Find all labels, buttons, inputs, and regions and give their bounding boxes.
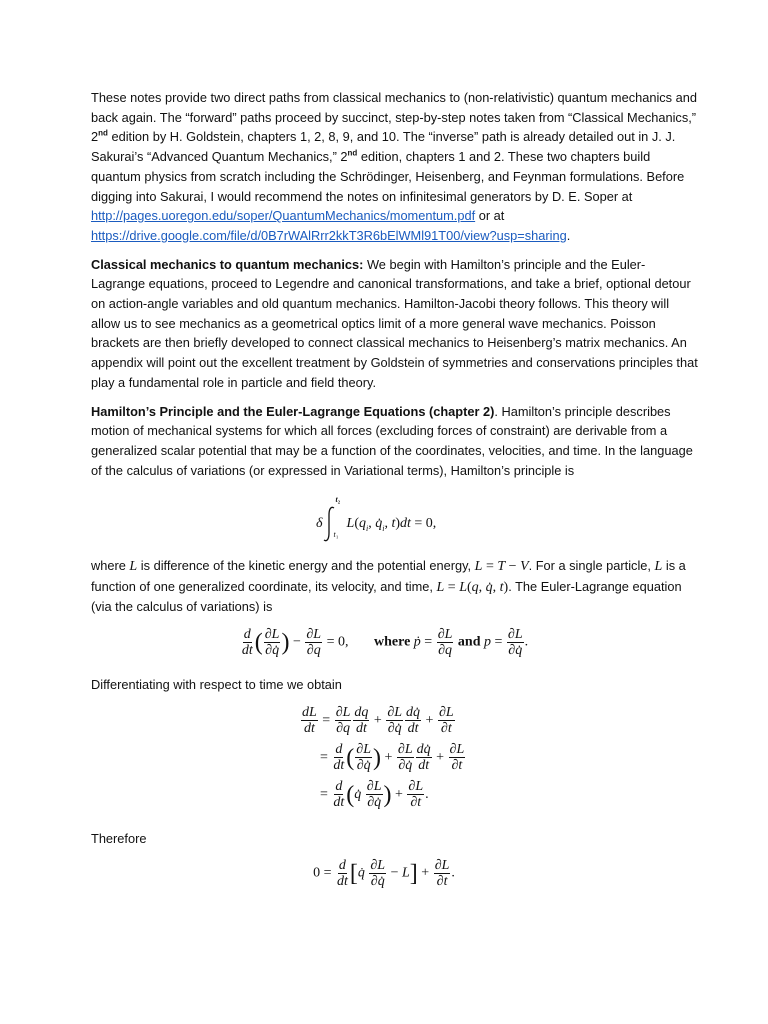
section2-heading: Hamilton’s Principle and the Euler-Lagrange Equations (chapter 2) [91,403,495,419]
where-word: where [374,634,411,650]
google-drive-link[interactable]: https://drive.google.com/file/d/0B7rWAlRrr2kkT3R6bElWMl91T00/view?usp=sharing [91,227,567,243]
section2-body: . Hamilton’s principle describes motion of mechanical systems for which all forces (excluding forces of constraint) are derivable from a generalized scalar potential that may be a function of the coordinates, velocities, and time. In the language of the calculus of variations (or expressed in Variational terms), Hamilton’s principle is [91,403,693,478]
where-text: where [91,558,130,573]
intro-text: edition by H. Goldstein, chapters 1, 2, 8, 9, and 10. The “inverse” path is already detailed out in J. J. Sakurai’s “Advanced Quantum Mechanics,” 2 [91,129,676,165]
differentiating-text: Differentiating with respect to time we obtain [91,677,342,692]
intro-paragraph [91,88,698,246]
where-paragraph: where L is difference of the kinetic energy and the potential energy, L = T − V. For a single particle, L is a function of one generalized coordinate, its velocity, and time, L = L(q, q̇, t). The Euler-Lagrange equation (via the calculus of variations) is [91,558,686,615]
intro-text: or at [475,208,505,224]
soper-notes-link[interactable]: http://pages.uoregon.edu/soper/QuantumMechanics/momentum.pdf [91,208,476,224]
where-text: . For a single particle, [528,558,655,573]
energy-conservation-equation: 0 = $\frac{d}{dt}$ [q̇ $\frac{\partial L}{\partial q̇}$ − L] + $\frac{\partial L}{\partial t}$ . [313,858,455,889]
section1-paragraph [91,255,698,393]
intro-text: . [566,227,571,243]
euler-lagrange-equation: $\frac{d}{dt}$ ( $\frac{\partial L}{\partial q̇}$ ) − $\frac{\partial L}{\partial q}$ = 0, where ṗ = $\frac{\partial L}{\partial q}$ and p = $\frac{\partial L}{\partial q̇}$ . [241,627,529,658]
where-text: is a function of one generalized coordinate, its velocity, and time, [91,558,686,594]
where-text: . The Euler-Lagrange equation (via the calculus of variations) is [91,578,682,615]
superscript: nd [98,129,108,139]
therefore-text: Therefore [91,831,147,846]
superscript: nd [347,148,358,158]
where-text: is difference of the kinetic energy and the potential energy, [137,558,475,573]
hamilton-principle-equation: δ t₁ t₂ $L(q_i$, $q̇_i$, t)dt = 0, [316,495,437,540]
intro-text: These notes provide two direct paths from classical mechanics to (non-relativistic) quantum mechanics and back again. The “forward” paths proceed by succinct, step-by-step notes taken from “Classical Mechanics,” 2 [91,90,697,145]
section2-paragraph [91,402,698,481]
and-word: and [457,634,481,650]
intro-text: edition, chapters 1 and 2. These two chapters build quantum physics from scratch including the Schrödinger, Heisenberg, and Feynman formulations. Before digging into Sakurai, I would recommend the notes on infinitesimal generators by D. E. Soper at [91,149,685,204]
time-derivative-equations: $\frac{dL}{dt}$ = $\frac{\partial L}{\partial q}$ $\frac{dq}{dt}$ + $\frac{\partial L}{\partial q̇}$ $\frac{dq̇}{dt}$ + $\frac{\partial L}{\partial t}$ = $\frac{d}{dt}$ ( $\frac{\partial L}{\partial q̇}$ ) + $\frac{\partial L}{\partial q̇}$ $\frac{dq̇}{dt}$ + $\frac{\partial L}{\partial t}$ = $\frac{d}{dt}$ ( q̇ $\frac{\partial L}{\partial q̇}$ ) + $\frac{\partial L}{\partial t}$ . [302,705,465,810]
section1-heading: Classical mechanics to quantum mechanics: [91,256,364,272]
section1-body: We begin with Hamilton’s principle and the Euler-Lagrange equations, proceed to Legendre and canonical transformations, and take a brief, optional detour on action-angle variables and old quantum mechanics. Hamilton-Jacobi theory follows. This theory will allow us to see mechanics as a geometrical optics limit of a more general wave mechanics. Poisson brackets are then briefly developed to connect classical mechanics to Heisenberg’s matrix mechanics. An appendix will point out the excellent treatment by Goldstein of symmetries and conservations principles that play a fundamental role in particle and field theory. [91,256,698,390]
